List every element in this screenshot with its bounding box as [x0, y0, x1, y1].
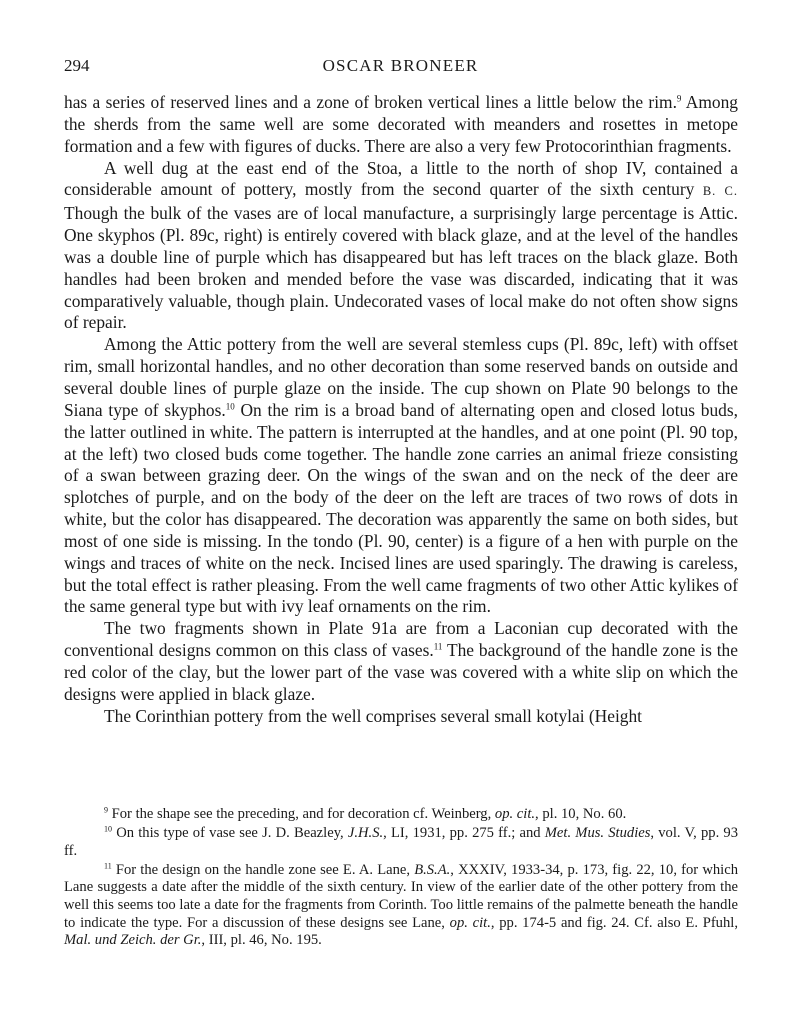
footnotes [64, 806, 738, 951]
text-run: Though the bulk of the vases are of local manufacture, a surprisingly large percentage is Attic. One skyphos (Pl. 89c, right) is entirely covered with black glaze, and at the level of the handles was a double line of purple which has disappeared but has left traces on the black glaze. Both handles had been broken and mended before the vase was discarded, indicating that it was comparatively valuable, though plain. Undecorated vases of local make do not often show signs of repair. [64, 203, 738, 333]
italic-text: J.H.S. [347, 825, 384, 842]
footnote [64, 825, 738, 860]
text-run: The Corinthian pottery from the well comprises several small kotylai (Height [104, 705, 643, 726]
text-run: For the design on the handle zone see E. A. Lane, [111, 861, 415, 878]
small-caps-text: B. C. [702, 184, 738, 199]
text-run: For the shape see the preceding, and for decoration cf. Weinberg, [108, 806, 495, 822]
paragraph [64, 92, 738, 158]
text-run: , vol. V, pp. 93 ff. [64, 825, 739, 859]
text-run: has a series of reserved lines and a zone of broken vertical lines a little below the rim. [64, 92, 677, 112]
text-run: On this type of vase see J. D. Beazley, [112, 825, 348, 842]
footnote [64, 862, 738, 950]
paragraph [64, 158, 738, 335]
italic-text: Met. Mus. Studies [544, 825, 651, 842]
text-run: A well dug at the east end of the Stoa, a little to the north of shop IV, contained a considerable amount of pottery, mostly from the second quarter of the sixth century [64, 157, 738, 200]
text-run: The background of the handle zone is the red color of the clay, but the lower part of the vase was covered with a white slip on which the designs were applied in black glaze. [64, 640, 738, 704]
paragraph [64, 334, 738, 618]
body-text [64, 92, 738, 727]
footnote [64, 806, 738, 824]
text-run: , pl. 10, No. 60. [535, 806, 627, 822]
text-run: , XXXIV, 1933-34, p. 173, fig. 22, 10, for which Lane suggests a date after the middle of the sixth century. In view of the earlier date of the other pottery from the well this seems too late a date for the fragments from Corinth. Too little remains of the palmette beneath the handle to indicate the type. For a discussion of these designs see Lane, [64, 861, 738, 931]
text-run: Among the sherds from the same well are some decorated with meanders and rosettes in metope formation and a few with figures of ducks. There are also a very few Protocorinthian fragments. [64, 92, 738, 156]
text-run: , III, pl. 46, No. 195. [201, 932, 322, 949]
footnote-ref: 11 [433, 641, 443, 652]
footnote-ref: 9 [676, 93, 682, 104]
text-run: , LI, 1931, pp. 275 ff.; and [383, 825, 545, 842]
text-run: Among the Attic pottery from the well are several stemless cups (Pl. 89c, left) with offset rim, small horizontal handles, and no other decoration than some reserved bands on outside and several double lines of purple glaze on the inside. The cup shown on Plate 90 belongs to the Siana type of skyphos. [64, 334, 738, 420]
text-run: On the rim is a broad band of alternating open and closed lotus buds, the latter outlined in white. The pattern is interrupted at the handles, and at one point (Pl. 90 top, at the left) two closed buds come together. The handle zone carries an animal frieze consisting of a swan between grazing deer. On the wings of the swan and on the neck of the deer are splotches of purple, and on the body of the deer on the left are traces of two rows of dots in white, but the color has disappeared. The decoration was apparently the same on both sides, but most of one side is missing. In the tondo (Pl. 90, center) is a figure of a hen with purple on the wings and traces of white on the neck. Incised lines are used sparingly. The drawing is careless, but the total effect is rather pleasing. From the well came fragments of two other Attic kylikes of the same general type but with ivy leaf ornaments on the rim. [64, 399, 738, 617]
italic-text: Mal. und Zeich. der Gr. [64, 932, 202, 949]
page-number: 294 [64, 56, 90, 75]
page-header [64, 56, 737, 80]
italic-text: B.S.A. [414, 861, 451, 878]
paragraph [64, 706, 738, 728]
text-run: , pp. 174-5 and fig. 24. Cf. also E. Pfuhl, [490, 914, 738, 931]
italic-text: op. cit. [494, 806, 536, 822]
text-run: The two fragments shown in Plate 91a are from a Laconian cup decorated with the conventional designs common on this class of vases. [64, 618, 738, 661]
italic-text: op. cit. [449, 914, 491, 931]
paragraph [64, 618, 738, 705]
footnote-ref: 10 [104, 824, 112, 834]
footnote-ref: 9 [104, 805, 108, 815]
footnote-ref: 10 [225, 401, 235, 412]
footnote-ref: 11 [104, 861, 112, 871]
running-head: OSCAR BRONEER [322, 56, 479, 75]
